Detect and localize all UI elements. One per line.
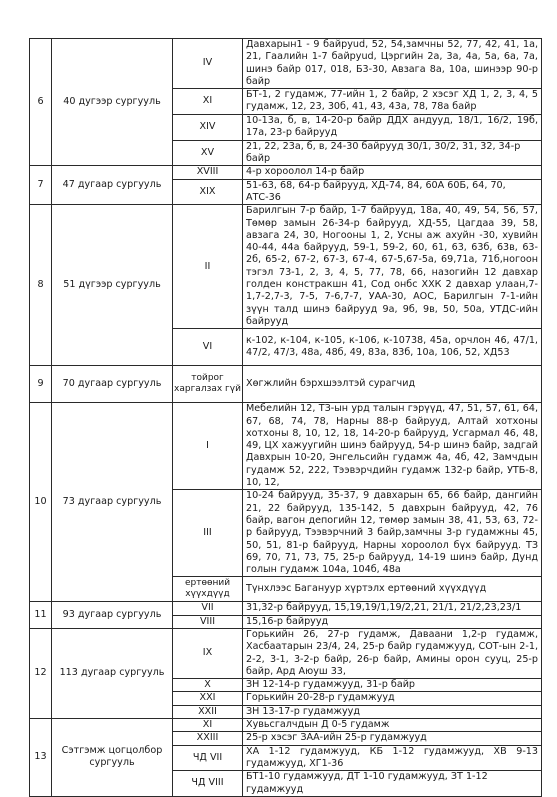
zone-description: 10-13а, б, в, 14-20-р байр ДДХ андууд, 18/1, 16/2, 19б, 17а, 23-р байрууд: [243, 114, 542, 140]
row-number: 7: [30, 166, 52, 205]
school-name: 70 дугаар сургууль: [52, 366, 173, 403]
zone-description: БТ1-10 гудамжууд, ДТ 1-10 гудамжууд, ЗТ 1-12 гудамжууд: [243, 771, 542, 797]
zone-label: XI: [173, 719, 243, 732]
table-row: [30, 166, 542, 179]
zone-label: XIV: [173, 114, 243, 140]
zone-description: 25-р хэсэг ЗАА-ийн 25-р гудамжууд: [243, 732, 542, 745]
zone-label: XV: [173, 140, 243, 166]
zone-description: ХА 1-12 гудамжууд, КБ 1-12 гудамжууд, ХВ 9-13 гудамжууд, ХГ1-36: [243, 745, 542, 771]
school-name: 51 дүгээр сургууль: [52, 205, 173, 366]
table-row: [30, 39, 542, 89]
table-row: [30, 403, 542, 490]
zone-label: VIII: [173, 615, 243, 628]
zone-description: 15,16-р байрууд: [243, 615, 542, 628]
school-name: 40 дугээр сургууль: [52, 39, 173, 166]
table-row: [30, 366, 542, 403]
zone-label: IX: [173, 628, 243, 678]
zone-description: Түнхлээс Багануур хүртэлх ертөөний хүүхдүүд: [243, 577, 542, 602]
zone-label: XI: [173, 89, 243, 115]
row-number: 10: [30, 403, 52, 602]
row-number: 11: [30, 602, 52, 629]
zone-label: III: [173, 490, 243, 577]
table-row: [30, 719, 542, 732]
zone-description: 4-р хороолол 14-р байр: [243, 166, 542, 179]
zone-description: 21, 22, 23а, б, в, 24-30 байрууд 30/1, 30/2, 31, 32, 34-р байр: [243, 140, 542, 166]
zone-description: 10-24 байрууд, 35-37, 9 давхарын 65, 66 байр, дангийн 21, 22 байрууд, 135-142, 5 давхрын байрууд, 42, 76 байр, вагон депогийн 12, төмөр замын 38, 41, 53, 63, 72-р байрууд, Тээвэрчний 3 байр,замчны 3-р гудамжны 45, 50, 51, 81-р байрууд, Нарны хороолол бүх байрууд. ТЗ 69, 70, 71, 73, 75, 25-р байрууд, 14-19 шинэ байр, Дунд голын гудамж 104а, 104б, 48а: [243, 490, 542, 577]
row-number: 8: [30, 205, 52, 366]
school-district-table: [29, 38, 542, 797]
table-row: [30, 602, 542, 615]
row-number: 13: [30, 719, 52, 797]
zone-label: XXIII: [173, 732, 243, 745]
school-name: 73 дугаар сургууль: [52, 403, 173, 602]
row-number: 6: [30, 39, 52, 166]
zone-description: Мебелийн 12, ТЗ-ын урд талын гэрүүд, 47, 51, 57, 61, 64, 67, 68, 74, 78, Нарны 88-р байрууд, Алтай хотхоны хотхоны 8, 10, 12, 18, 14-20-р байрууд, Усгармал 46, 48, 49, ЦХ хажуугийн шинэ байрууд, 54-р шинэ байр, задгай Давхрын 10-20, Энгельсийн гудамж 4а, 4б, 42, Замчдын гудамж 52, 222, Тээвэрчдийн гудамж 132-р байр, УТБ-8, 10, 12,: [243, 403, 542, 490]
zone-label: VI: [173, 329, 243, 366]
zone-description: Давхарын1 - 9 байруud, 52, 54,замчны 52, 77, 42, 41, 1а, 21, Гаалийн 1-7 байруud, Цэргийн 2а, 3а, 4а, 5а, 6а, 7а, шинэ байр 017, 018, Б3-30, Авзага 8а, 10а, шинээр 90-р байр: [243, 39, 542, 89]
zone-description: Хөгжлийн бэрхшээлтэй сурагчид: [243, 366, 542, 403]
zone-description: БТ-1, 2 гудамж, 77-ийн 1, 2 байр, 2 хэсэг ХД 1, 2, 3, 4, 5 гудамж, 12, 23, 30б, 41, 43, 43а, 78, 78а байр: [243, 89, 542, 115]
row-number: 12: [30, 628, 52, 718]
zone-label: IV: [173, 39, 243, 89]
zone-label: ЧД VII: [173, 745, 243, 771]
zone-description: к-102, к-104, к-105, к-106, к-10738, 45а, орчлон 46, 47/1, 47/2, 47/3, 48а, 48б, 49, 83а, 83б, 10а, 106, 52, ХД53: [243, 329, 542, 366]
zone-description: ЗН 12-14-р гудамжууд, 31-р байр: [243, 679, 542, 692]
school-name: 113 дугаар сургууль: [52, 628, 173, 718]
zone-description: Горькийн 20-28-р гудамжууд: [243, 692, 542, 705]
zone-label: ЧД VIII: [173, 771, 243, 797]
zone-description: Горькийн 26, 27-р гудамж, Даваани 1,2-р гудамж, Хасбаатарын 23/4, 24, 25-р байр гудамжууд, СОТ-ын 2-1, 2-2, 3-1, 3-2-р байр, 26-р байр, Амины орон сууц, 25-р байр, Ард Аюуш 33,: [243, 628, 542, 678]
school-name: 93 дугаар сургууль: [52, 602, 173, 629]
zone-label: I: [173, 403, 243, 490]
zone-description: 51-63, 68, 64-р байрууд, ХД-74, 84, 60А 60Б, 64, 70, АТС-36: [243, 179, 542, 205]
zone-description: 31,32-р байрууд, 15,19,19/1,19/2,21, 21/1, 21/2,23,23/1: [243, 602, 542, 615]
school-name: 47 дугаар сургууль: [52, 166, 173, 205]
row-number: 9: [30, 366, 52, 403]
zone-description: Барилгын 7-р байр, 1-7 байрууд, 18а, 40, 49, 54, 56, 57, Төмөр замын 26-34-р байрууд, ХД-55, Цагдаа 39, 58, авзага 24, 30, Ногооны 1, 2, Усны аж ахуйн -30, хувийн 40-44, 44а байрууд, 59-1, 59-2, 60, 61, 63, 63б, 63в, 63-2б, 65-2, 67-2, 67-3, 67-4, 67-5,67-5а, 69,71а, 71б,ногоон тэгэл 73-1, 2, 3, 4, 5, 77, 78, 66, назогийн 12 давхар голден констракшн 41, Сод онбс ХХК 2 давхар улаан,7-1,7-2,7-3, 7-5, 7-6,7-7, УАА-30, АОС, Барилгын 7-1-ийн зүүн талд шинэ байрууд 9а, 9б, 9в, 50, 50а, УТДС-ийн байрууд: [243, 205, 542, 329]
table-row: [30, 205, 542, 329]
zone-label: тойрог харгалзах гүй: [173, 366, 243, 403]
table-row: [30, 628, 542, 678]
zone-label: X: [173, 679, 243, 692]
zone-label: XXI: [173, 692, 243, 705]
school-name: Сэтгэмж цогцолбор сургууль: [52, 719, 173, 797]
zone-label: XVIII: [173, 166, 243, 179]
zone-label: II: [173, 205, 243, 329]
zone-description: Хувьсгалчдын Д 0-5 гудамж: [243, 719, 542, 732]
zone-description: ЗН 13-17-р гудамжууд: [243, 705, 542, 718]
zone-label: VII: [173, 602, 243, 615]
zone-label: ертөөний хүүхдүүд: [173, 577, 243, 602]
zone-label: XIX: [173, 179, 243, 205]
zone-label: XXII: [173, 705, 243, 718]
